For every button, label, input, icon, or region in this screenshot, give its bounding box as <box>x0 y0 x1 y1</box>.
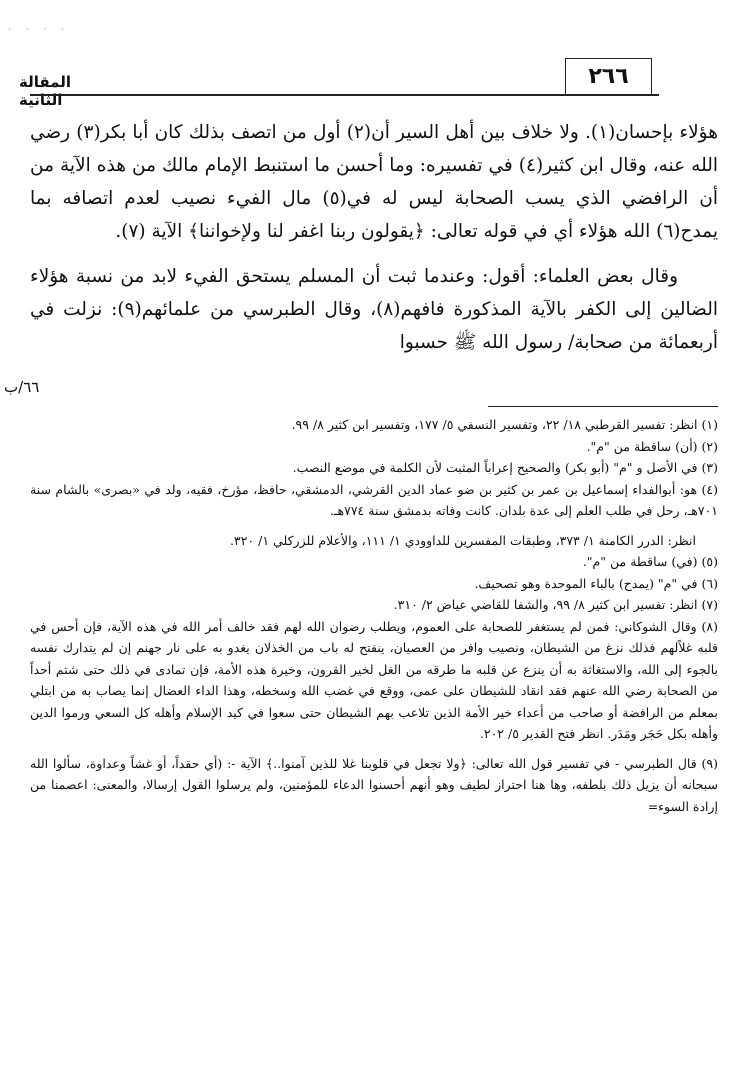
main-text <box>30 116 718 359</box>
footnote: (٦) في "م" (يمدح) بالباء الموحدة وهو تصحيف. <box>474 575 718 591</box>
footnote: (٨) وقال الشوكاني: فمن لم يستغفر للصحابة على العموم، ويطلب رضوان الله لهم فقد خالف أمر الله في هذه الآية، فإن أحس في قلبه غلاًلهم فذلك نزغ من الشيطان، ونصيب وافر من العصيان، ينفتح له باب من الخذلان يغدو به على نار جهنم إن لم يتدارك نفسه بالجوء إلى الله، والاستغاثة به أن ينزع عن قلبه ما طرقه من الغل لخير القرون، وخيرة هذه الأمة، فإن تمادى في ذلك حتى شتم أحداً من الصحابة رضي الله عنهم فقد انقاد للشيطان على عمى، ووقع في غضب الله وسخطه، وهذا الداء العضال إنما يصاب به من ابتلي بمعلم من الرافضة أو صاحب من أعداء خير الأمة الذين تلاعب بهم الشيطان حتى سعوا في كيد الإسلام وأهله كل السعي ورموا الدين وأهله بكل حَجَر ومَدَر. انظر فتح القدير ٥/ ٢٠٢. <box>30 618 718 741</box>
footnote: (١) انظر: تفسير القرطبي ١٨/ ٢٢، وتفسير النسفي ٥/ ١٧٧، وتفسير ابن كثير ٨/ ٩٩. <box>291 417 718 432</box>
footnote: (٢) (أن) ساقطة من "م". <box>586 438 718 454</box>
footnotes <box>30 414 718 817</box>
page-number: ٢٦٦ <box>565 58 652 95</box>
chapter-title: المقالة الثانية <box>19 73 71 109</box>
paragraph: هؤلاء بإحسان(١). ولا خلاف بين أهل السير أن(٢) أول من اتصف بذلك كان أبا بكر(٣) رضي الله عنه، وقال ابن كثير(٤) في تفسيره: وما أحسن ما استنبط الإمام مالك من هذه الآية من أن الرافضي الذي يسب الصحابة ليس له في(٥) مال الفيء نصيب لعدم اتصافه بما يمدح(٦) الله هؤلاء أي في قوله تعالى: ﴿يقولون ربنا اغفر لنا ولإخواننا﴾ الآية (٧). <box>30 122 719 242</box>
footnote: (٣) في الأصل و "م" (أبو بكر) والصحيح إعراباً المثبت لأن الكلمة في موضع النصب. <box>292 460 718 475</box>
paragraph: وقال بعض العلماء: أقول: وعندما ثبت أن المسلم يستحق الفيء لابد من نسبة هؤلاء الضالين إلى الكفر بالآية المذكورة فافهم(٨)، وقال الطبرسي من علمائهم(٩): نزلت في أربعمائة من صحابة/ رسول الله ﷺ حسبوا <box>30 266 718 353</box>
footnote: (٤) هو: أبوالفداء إسماعيل بن عمر بن كثير بن ضو عماد الدين القرشي، الدمشقي، حافظ، مؤرخ، فقيه، ولد في «بصرى» بالشام سنة ٧٠١هـ، رحل في طلب العلم إلى عدة بلدان. كانت وفاته بدمشق سنة ٧٧٤هـ. <box>30 481 718 518</box>
footnote: (٧) انظر: تفسير ابن كثير ٨/ ٩٩، والشفا للقاضي عياض ٢/ ٣١٠. <box>393 597 718 612</box>
scan-speckle: · · · · <box>8 25 71 35</box>
header-rule <box>30 94 659 96</box>
footnote-reference: انظر: الدرر الكامنة ١/ ٣٧٣، وطبقات المفسرين للداوودي ١/ ١١١، والأعلام للزركلي ١/ ٣٢٠. <box>230 532 696 548</box>
footnote: (٥) (في) ساقطة من "م". <box>582 554 718 569</box>
manuscript-folio-note: ٦٦/ب <box>4 378 40 396</box>
footnote-rule <box>488 406 718 407</box>
footnote: (٩) قال الطبرسي - في تفسير قول الله تعالى: ﴿ولا تجعل في قلوبنا غلا للذين آمنوا..﴾ الآية -: (أي حقداً، أو غشاً وعداوة، سألوا الله سبحانه أن يزيل ذلك بلطفه، وها هنا احتراز لطيف وهو أنهم أحسنوا الدعاء للمؤمنين، ولم يرسلوا القول إرسالا، والمعنى: اعصمنا من إرادة السوء= <box>30 755 718 814</box>
